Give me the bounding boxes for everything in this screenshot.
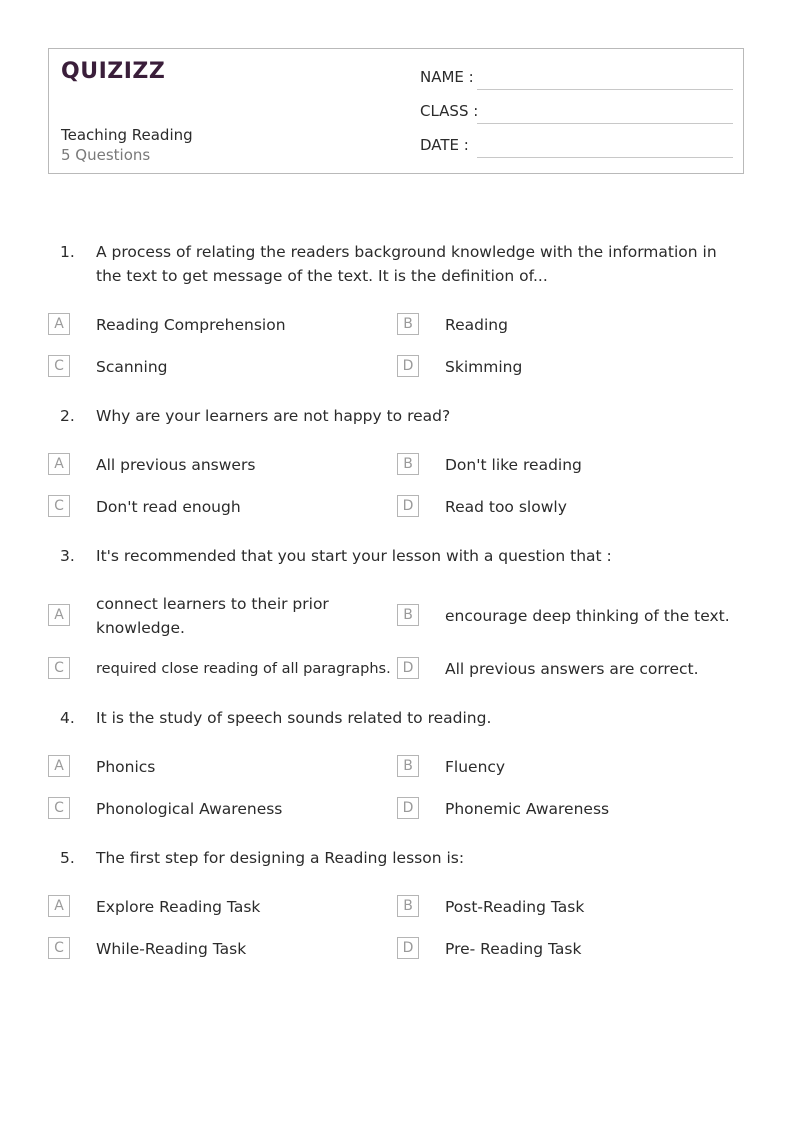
- quizizz-logo: QUIZIZZ: [61, 59, 166, 84]
- option-letter-box: C: [48, 657, 70, 679]
- option-letter-box: D: [397, 797, 419, 819]
- date-line[interactable]: [477, 157, 733, 158]
- question-number: 1.: [60, 243, 75, 261]
- question-text: It's recommended that you start your lesson with a question that :: [96, 547, 612, 565]
- option-text: Pre- Reading Task: [445, 940, 582, 958]
- option-letter-box: C: [48, 355, 70, 377]
- date-label: DATE :: [420, 136, 469, 154]
- option-letter-box: A: [48, 604, 70, 626]
- question-text: It is the study of speech sounds related to reading.: [96, 709, 492, 727]
- option-letter-box: D: [397, 495, 419, 517]
- option-text: required close reading of all paragraphs.: [96, 661, 391, 677]
- option-letter-box: C: [48, 797, 70, 819]
- option-text: Phonics: [96, 758, 156, 776]
- q5-option-a[interactable]: [48, 895, 388, 919]
- option-text: Phonemic Awareness: [445, 800, 610, 818]
- option-letter-box: B: [397, 895, 419, 917]
- q4-option-d[interactable]: [397, 797, 737, 821]
- question-number: 2.: [60, 407, 75, 425]
- option-text: Explore Reading Task: [96, 898, 261, 916]
- question-count: 5 Questions: [61, 146, 151, 164]
- option-text: Reading Comprehension: [96, 316, 286, 334]
- question-text: A process of relating the readers background knowledge with the information in the text to get message of the text. It is the definition of...: [96, 243, 717, 285]
- option-letter-box: B: [397, 313, 419, 335]
- option-text: Reading: [445, 316, 508, 334]
- option-letter-box: D: [397, 355, 419, 377]
- q1-option-b[interactable]: [397, 313, 737, 337]
- option-letter-box: A: [48, 895, 70, 917]
- q4-option-b[interactable]: [397, 755, 737, 779]
- option-letter-box: A: [48, 453, 70, 475]
- q2-option-b[interactable]: [397, 453, 737, 477]
- q5-option-d[interactable]: [397, 937, 737, 961]
- name-line[interactable]: [477, 89, 733, 90]
- option-text: Read too slowly: [445, 498, 567, 516]
- q2-option-a[interactable]: [48, 453, 388, 477]
- q4-option-c[interactable]: [48, 797, 388, 821]
- option-letter-box: B: [397, 453, 419, 475]
- option-letter-box: D: [397, 657, 419, 679]
- option-letter-box: A: [48, 755, 70, 777]
- q4-option-a[interactable]: [48, 755, 388, 779]
- q3-option-c[interactable]: [48, 657, 397, 681]
- q3-option-a[interactable]: [48, 595, 388, 637]
- option-letter-box: B: [397, 604, 419, 626]
- q5-option-b[interactable]: [397, 895, 737, 919]
- q1-option-d[interactable]: [397, 355, 737, 379]
- question-number: 3.: [60, 547, 75, 565]
- option-text: Scanning: [96, 358, 168, 376]
- name-label: NAME :: [420, 68, 474, 86]
- option-text: Fluency: [445, 758, 506, 776]
- q3-option-b[interactable]: [397, 604, 737, 628]
- option-text: connect learners to their prior knowledge.: [96, 595, 329, 637]
- option-text: Post-Reading Task: [445, 898, 585, 916]
- worksheet-header: [48, 48, 744, 174]
- question-number: 4.: [60, 709, 75, 727]
- option-text: All previous answers are correct.: [445, 660, 699, 678]
- option-letter-box: C: [48, 937, 70, 959]
- option-text: Skimming: [445, 358, 523, 376]
- option-text: While-Reading Task: [96, 940, 247, 958]
- question-text: Why are your learners are not happy to read?: [96, 407, 451, 425]
- q3-option-d[interactable]: [397, 657, 737, 681]
- option-letter-box: C: [48, 495, 70, 517]
- option-letter-box: D: [397, 937, 419, 959]
- class-line[interactable]: [477, 123, 733, 124]
- option-text: Phonological Awareness: [96, 800, 283, 818]
- option-text: All previous answers: [96, 456, 256, 474]
- option-text: Don't like reading: [445, 456, 582, 474]
- question-text: The first step for designing a Reading lesson is:: [96, 849, 465, 867]
- q2-option-d[interactable]: [397, 495, 737, 519]
- worksheet-title: Teaching Reading: [61, 126, 193, 144]
- class-label: CLASS :: [420, 102, 479, 120]
- option-text: Don't read enough: [96, 498, 241, 516]
- q1-option-a[interactable]: [48, 313, 388, 337]
- q1-option-c[interactable]: [48, 355, 388, 379]
- question-number: 5.: [60, 849, 75, 867]
- q5-option-c[interactable]: [48, 937, 388, 961]
- option-text: encourage deep thinking of the text.: [445, 607, 730, 625]
- option-letter-box: A: [48, 313, 70, 335]
- q2-option-c[interactable]: [48, 495, 388, 519]
- option-letter-box: B: [397, 755, 419, 777]
